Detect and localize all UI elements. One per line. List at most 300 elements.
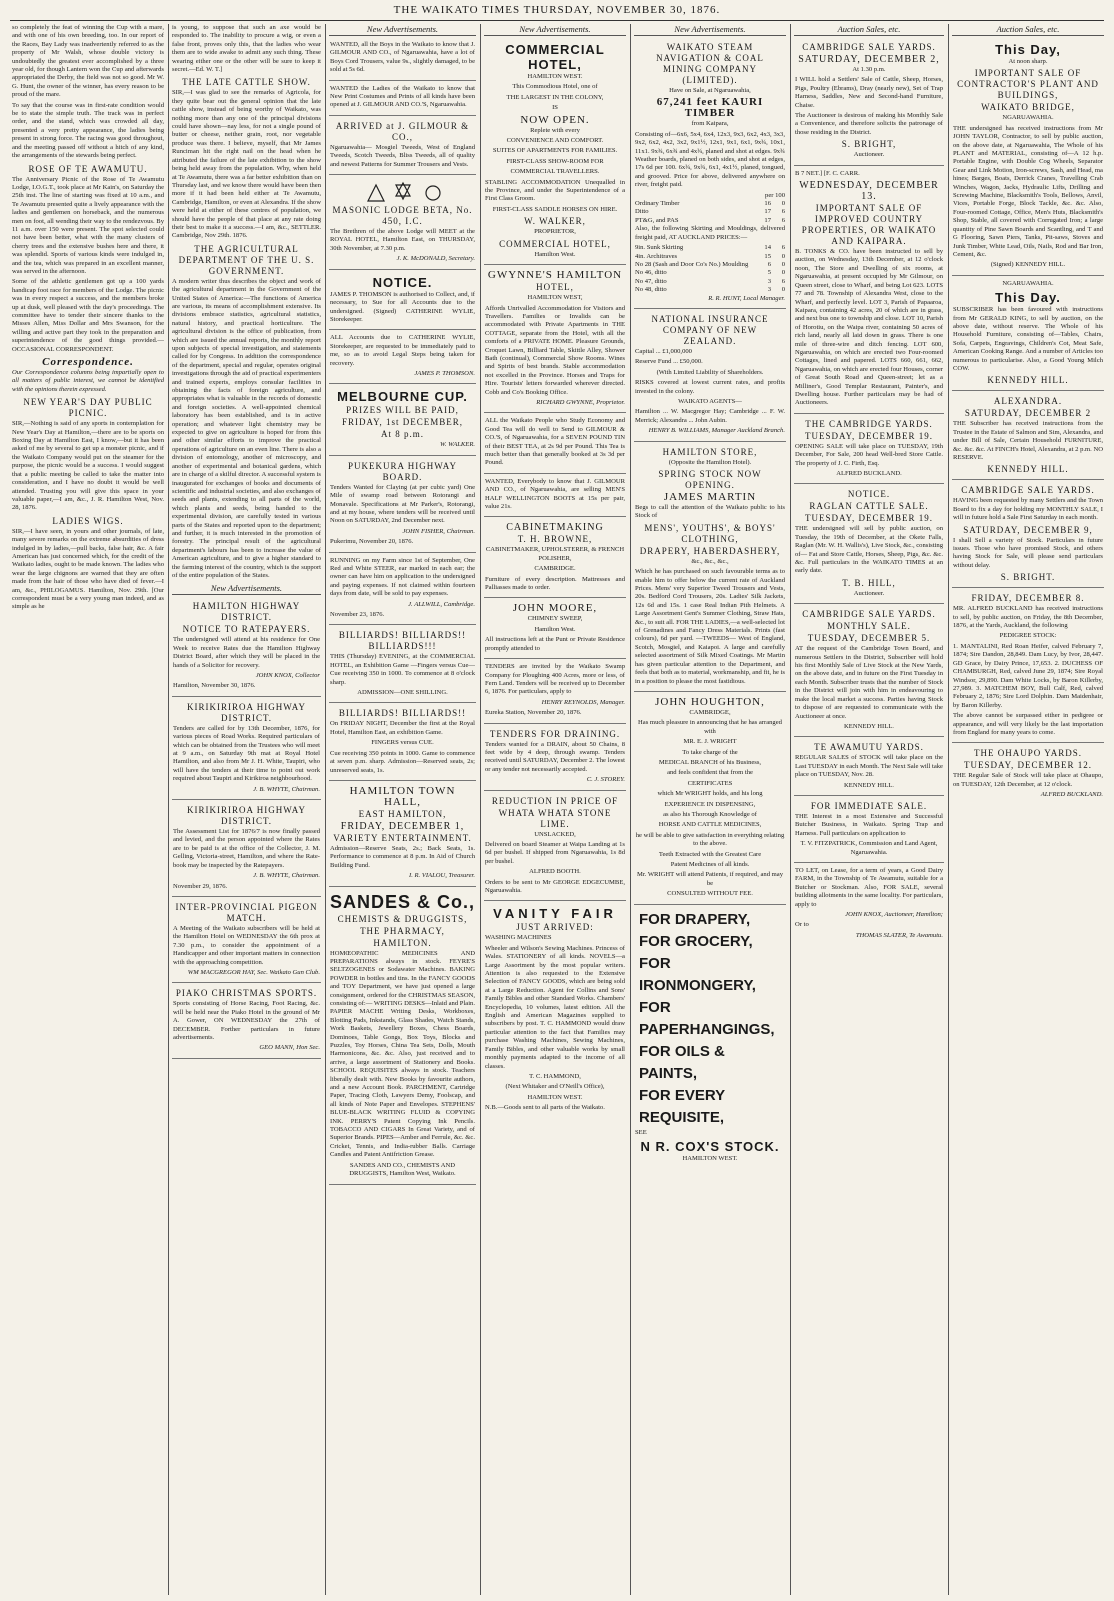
ad-text: MR. E. J. WRIGHT [683, 738, 737, 746]
price-pence: 6 [781, 208, 785, 216]
advertisement [484, 726, 626, 791]
ad-text: MEDICAL BRANCH of his Business, [658, 758, 762, 766]
ad-signature: RICHARD GWYNNE, Proprietor. [536, 398, 625, 406]
slab-line: FOR GROCERY, [639, 932, 753, 950]
ad-text: which Mr WRIGHT holds, and his long [657, 790, 763, 798]
price-shillings: 3 [767, 286, 771, 294]
ad-signature: HENRY B. WILLIAMS, Manager Auckland Branch. [648, 427, 785, 435]
ad-text: SUITES OF APARTMENTS FOR FAMILIES. [492, 147, 618, 155]
article-text: so completely the feat of winning the Cup with a mare, and with one of his own breeding, too. In our report of the Races, Bay Lady was inadvertently referred to as the property of Mr Walsh, whose double victory is undoubtedly the greatest ever accomplished by a three year old, for though Lantern won the Cup and afterwards appropriated the Derby, the field was not so good. Mr W. G. Hunt, the owner of the winner, has every reason to be proud of the mare. [12, 24, 164, 99]
ad-text: Wheeler and Wilson's Sewing Machines. Princess of Wales. STATIONERY of all kinds. NOVELS—a Large Assortment by the most popular writers. Attention is also requested to the Extensive Selection of FANCY GOODS, which are being sold at a Large Reduction. Agent for Collins and Sons' Family Bibles and other Standard Works. Chambers' Encyclopedia, 10 volumes, latest edition. All the English and American Magazines supplied to subscribers by post. T. C. HAMMOND would draw particular attention to the fact that Families may purchase Washing Machines, Sewing Machines, Family Bibles, and other valuable works by small monthly payments adapted to the income of all classes. [485, 944, 625, 1070]
ad-text: CERTIFICATES [687, 779, 733, 787]
ad-heading: BILLIARDS! BILLIARDS!! [338, 708, 467, 719]
ad-text: THE Subscriber has received instructions from the Trustee in the Estate of Salmon and Sim, Alexandra, and under Bill of Sale, Certain Household FURNITURE, &c. &c. &c. At FINCH's Hotel, Alexandra, at 2 p.m. NO RESERVE. [953, 420, 1103, 461]
ad-subheading: MENS', YOUTHS', & BOYS' CLOTHING, [644, 522, 776, 544]
letter-heading: THE LATE CATTLE SHOW. [182, 77, 311, 88]
ad-text: The Auctioneer is desirous of making his Monthly Sale a Convenience, and therefore solicits the patronage of those residing in the District. [795, 112, 943, 136]
ad-text: Delivered on board Steamer at Waipa Landing at 1s 6d per bushel. If shipped from Ngaruawahia, 1s 8d per bushel. [485, 840, 625, 865]
ad-signature: KENNEDY HILL. [844, 722, 894, 730]
ad-text: REGULAR SALES of STOCK will take place on the Last TUESDAY in each Month. The Next Sale will take place on TUESDAY, Nov. 28. [795, 754, 943, 779]
ad-text: HOMŒOPATHIC MEDICINES AND PREPARATIONS always in stock. FEYRE'S SELTZOGENES or Sodawater Machines. BAKING POWDER in bottles and tins. In the FANCY GOODS and TOY Department, we have just opened a large consignment, ordered for the CHRISTMAS SEASON, consisting of:— WRITING DESKS—Inlaid and Plain. PAPIER MACHE Writing Desks, Workboxes, Blotting Pads, Inkstands, Glass Shades, Watch Stands, Work Baskets, Jewellery Boxes, Chess Boards, Dominoes, Table Gongs, Box Toys, Blocks and Puzzles, Toy Horses, China Tea Sets, Dolls, Mouth Harmonicons, &c. &c. Also, just received and to arrive, a large assortment of Stationery and Books. SCHOOL REQUISITES always in stock. Teachers liberally dealt with. New Books by favourite authors, and a new Account Book. PARCHMENT, Cartridge Paper, Tracing Cloth, Lawyers Demy, Foolscap, and all kinds of Note Paper and Envelopes. STEPHENS' BLUE-BLACK WRITING FLUID & COPYING INK. PERRY'S Patent Copying Ink Pencils. TOBACCO AND CIGARS In Great Variety, and of Superior Brands. PIPES—Amber and Ferrule, &c. &c. Cricket, Tennis, and India-rubber Balls. Carriage Candles and Patent Antifriction Grease. [330, 949, 475, 1159]
slab-line: FOR IRONMONGERY, [639, 954, 756, 994]
editorial-note: Our Correspondence columns being impartially open to all matters of public interest, we cannot be identified with the opinions therein expressed. [12, 369, 164, 393]
ad-heading: KIRIKIRIROA HIGHWAY DISTRICT. [187, 805, 306, 827]
section-heading-new-ads: New Advertisements. [172, 583, 321, 595]
advertisement [952, 745, 1104, 804]
price-shillings: 14 [764, 244, 771, 252]
advertisement [634, 907, 786, 1169]
ad-heading: WAIKATO STEAM NAVIGATION & COAL MINING COMPANY (LIMITED). [656, 42, 764, 85]
ad-text: MR. ALFRED BUCKLAND has received instructions to sell, by public auction, on Friday, the 8th December, 1876, at the Yards, Auckland, the following [953, 605, 1103, 630]
ad-heading: N R. COX'S STOCK. [640, 1139, 780, 1155]
ad-signature: S. BRIGHT, [841, 139, 897, 150]
advertisement [329, 39, 476, 81]
ad-text: The Brethren of the above Lodge will MEET at the ROYAL HOTEL, Hamilton East, on THURSDAY, 30th November, at 7.30 p.m. [330, 228, 475, 252]
price-item-name: No 28 (Sash and Door Co's No.) Moulding [635, 260, 749, 268]
ad-text: B. TONKS & CO. have been instructed to sell by auction, on Wednesday, 13th December, at 12 o'clock noon, The Store and Dwelling of six rooms, at Ngaruawahia, at present occupied by Mr Gilmour, on Queen street, close to Wharf, and being Lot 623. LOTS 77 and 78. Township of Alexandra West, close to the Wharf, and perfectly level. LOT 3, Parish of Papaaroa, Kaipara, containing 42 acres, 20 of which are in grass, and next bus one to township and close. LOT 10, Parish of Horotiu, on the Waipa river, containing 50 acres of rich land, nearly all laid down in grass. There is one mile of three-wire and ditch fencing. LOT 600, Ngaruawahia, on which are erected two Four-roomed Cottages, lined and papered. LOTS 660, 661, 662, Ngaruawahia, on which are erected four Houses, corner of Great South Road and Queen-street; let as a Milliner's, Good Templar Restaurant, Painter's, and Dwelling house. Further particulars may be had of Auctioneers. [795, 248, 943, 407]
ad-date: FRIDAY, 1st DECEMBER, [341, 417, 464, 428]
advertisement [634, 694, 786, 905]
advertisement [172, 899, 321, 983]
advertisement [794, 739, 944, 796]
ad-text: Consisting of—6x6, 5x4, 6x4, 12x3, 9x3, 6x2, 4x3, 3x3, 9x2, 6x2, 4x2, 3x2, 9x1½, 12x1, 9x1, 6x1, 9x¾, 10x1, 11x1. 9x¾, 6x¾ and 4x¾, planed and shot at edges. 9x¾ Weather boards, planed on both sides, and shot at edges, 17s 6d per 100. 6x¾, 9x¾, 6x1, 4x1½, planed, tongued, and grooved. Price for above, delivered anywhere on river, freight paid. [635, 130, 785, 189]
ad-subheading: T. H. BROWNE, [517, 534, 593, 545]
ad-subheading: IMPORTANT SALE OF CONTRACTOR'S PLANT AND BUILDINGS, [957, 68, 1099, 101]
ad-heading: JOHN MOORE, [512, 602, 598, 615]
ad-subheading: THE PHARMACY, [360, 925, 445, 936]
ad-date: Pukerimu, November 20, 1876. [330, 538, 414, 546]
ad-time: At 8 p.m. [380, 429, 424, 440]
ad-heading: REDUCTION IN PRICE OF [491, 795, 619, 806]
ad-signature: KENNEDY HILL. [987, 464, 1069, 475]
ad-text: ALL Accounts due to CATHERINE WYLIE, Storekeeper, are requested to be immediately paid to me, so as to avoid Legal Steps being taken for recovery. [330, 334, 475, 367]
ad-subheading: (Opposite the Hamilton Hotel). [668, 458, 752, 466]
price-pence: 6 [781, 244, 785, 252]
advertisement [329, 332, 476, 384]
ad-heading: FOR IMMEDIATE SALE. [810, 800, 928, 811]
ad-date: FRIDAY, DECEMBER 8. [971, 593, 1085, 604]
ad-date: FRIDAY, DECEMBER 1, [340, 820, 465, 832]
price-row [635, 269, 785, 277]
ad-heading: THE CAMBRIDGE YARDS. [805, 418, 933, 429]
ad-text: Admission—Reserve Seats, 2s.; Back Seats, 1s. Performance to commence at 8 p.m. In Aid of Church Building Fund. [330, 844, 475, 869]
ad-text: Affords Unrivalled Accommodation for Visitors and Travellers. Families or Invalids can be accommodated with Private Apartments in THE COTTAGE, separate from the Hotel, with all the comforts of a PRIVATE HOME. Pleasure Grounds, Croquet Lawn, Billiard Table, Skittle Alley, Shower Bath (continual), Commercial Show Rooms. Wines and Spirits of best brands. Stable accommodation not excelled in the Province. Horses and Traps for Hire. Tourists' letters forwarded wherever directed. Cobb and Co's Booking Office. [485, 304, 625, 396]
ad-text: All instructions left at the Punt or Private Residence promptly attended to [485, 636, 625, 652]
ad-signature: T. V. FITZPATRICK, Commission and Land Agent, Ngaruawahia. [800, 840, 938, 856]
ad-subheading: DRAPERY, HABERDASHERY, [639, 545, 781, 556]
ad-text: SUBSCRIBER has been favoured with instructions from Mr GERALD KING, to sell by auction, on the above date, without reserve. The Whole of his Household Furniture, consisting of—Tables, Chairs, Sofa, Carpets, Engravings, Children's Cot, Meat Safe, American Cooking Range. And a number of Articles too numerous to particularise. Also, a Good Young Milch COW. [953, 306, 1103, 372]
ad-date: WEDNESDAY, DECEMBER 13. [799, 180, 939, 203]
letter-heading: NEW YEAR'S DAY PUBLIC PICNIC. [23, 397, 153, 419]
ad-tag: B 7 NET.] [F. C. CARR. [795, 169, 860, 177]
advertisement [952, 482, 1104, 588]
ad-date: TUESDAY, DECEMBER 12. [963, 760, 1092, 771]
ad-text: Cue receiving 350 points in 1000. Game to commence at seven p.m. sharp. Admission—Reserved seats, 2s; unreserved seats, 1s. [330, 749, 475, 774]
ad-signature: HENRY REYNOLDS, Manager. [541, 698, 625, 706]
ad-subheading: FINGERS versus CUE. [371, 739, 434, 747]
advertisement [329, 458, 476, 553]
ad-text: Tenders wanted for a DRAIN, about 50 Chains, 8 feet wide by 4 deep, through swamp. Tenders received until SATURDAY, December 2. The lowest or any tender not necessarily accepted. [485, 740, 625, 773]
ad-text: HAVING been requested by many Settlers and the Town Board to fix a day for holding my MONTHLY SALE, I will in future hold a Sale First Saturday in each month. [953, 497, 1103, 522]
ad-subheading: VARIETY ENTERTAINMENT. [333, 832, 472, 843]
ad-date: Hamilton, November 30, 1876. [173, 682, 256, 690]
ad-text: N.B.—Goods sent to all parts of the Waikato. [485, 1104, 605, 1112]
ad-text: THIS (Thursday) EVENING, at the COMMERCIAL HOTEL, an Exhibition Game —Fingers versus Cue—Cue receiving 350 in 1000. To commence at 8 o'clock sharp. [330, 653, 475, 686]
advertisement [329, 627, 476, 703]
ad-text: from Kaipara, [691, 120, 729, 128]
ad-location: ALEXANDRA. [993, 396, 1063, 407]
ad-text: RUNNING on my Farm since 1st of September, One Red and White STEER, ear marked in each ear; the owner can have him on application to the undersigned and paying expenses. If not claimed within fourteen days from date, will be sold to pay expenses. [330, 556, 475, 598]
ad-heading: MASONIC LODGE BETA, No. 450, I.C. [332, 205, 473, 227]
ad-text: Begs to call the attention of the Waikato public to his Stock of [635, 504, 785, 520]
ad-text: 1. MANTALINI, Red Roan Heifer, calved February 7, 1874; Sire Dandon, 28,849. Dam Lucy, by Ivor, 28,447. GD Grace, by Dairy Prince, 17,653. 2. DUCHESS OF CHAMBURGH, Red, calved June 29, 1874; Sire Royal Windsor, 29,890. Dam White Locks, by Baron Killerby, 27,989. 3. MATCHEM BOY, Bull Calf, Red, calved February 2, 1876; Sire Lord Dolphin. Dam Maidenhair, by Baron Killerby. [953, 642, 1103, 709]
ad-location: HAMILTON. [373, 937, 432, 948]
ad-text: Replete with every [530, 126, 580, 134]
ad-text: TO LET, on Lease, for a term of years, a Good Dairy FARM, in the Township of Te Awamutu, suitable for a Butcher or Stockman. Also, FOR SALE, several building allotments in the same locality. For particulars, apply to [795, 866, 943, 908]
ad-signature: JOHN KNOX, Collector [255, 672, 320, 679]
ad-subheading: EAST HAMILTON, [358, 808, 447, 819]
ad-signature: S. BRIGHT. [1000, 572, 1056, 583]
ad-text: TENDERS are invited by the Waikato Swamp Company for Ploughing 400 Acres, more or less, of Fern Land. Tenders will be received up to December 6, 1876. For particulars, apply to [485, 663, 625, 696]
price-unit-label: per 100 [765, 191, 785, 199]
ad-heading: KIRIKIRIROA HIGHWAY DISTRICT. [187, 701, 306, 723]
slab-line: FOR EVERY REQUISITE, [639, 1086, 725, 1126]
ad-heading: HAMILTON TOWN HALL, [349, 784, 456, 808]
ad-text: WASHING MACHINES [485, 934, 552, 942]
price-row [635, 253, 785, 261]
ad-text: THE undersigned will sell by public auction, on Tuesday, the 19th of December, at the Okete Falls, Raglan (Mr. W. H. Wallis's), Live Stock, &c., consisting of— Fat and Store Cattle, Horses, Sheep, Pigs, &c. &c. &c. Full particulars in the WAIKATO TIMES at an early date. [795, 525, 943, 575]
section-heading: Auction Sales, etc. [794, 24, 944, 36]
column-3 [329, 24, 476, 1595]
ad-signature: ALFRED BUCKLAND. [836, 470, 902, 477]
advertisement [329, 177, 476, 270]
ad-text: The undersigned will attend at his residence for One Week to receive Rates due the Hamilton Highway District Board, after which they will be placed in the hands of a Solicitor for recovery. [173, 636, 320, 669]
ad-text: SEE [635, 1128, 647, 1136]
ad-text: Teeth Extracted with the Greatest Care [658, 850, 762, 858]
price-item-name: Ordinary Timber [635, 200, 680, 208]
ad-heading: CABINETMAKING [506, 522, 604, 534]
advertisement [952, 393, 1104, 480]
ad-text: &c., &c., &c., [691, 557, 729, 565]
ad-subheading: RAGLAN CATTLE SALE. [809, 501, 929, 512]
ad-text: This Commodious Hotel, one of [512, 83, 598, 91]
price-pence: 6 [781, 277, 785, 285]
price-table [635, 244, 785, 294]
price-item-name: 4in. Architraves [635, 252, 678, 260]
advertisement [952, 590, 1104, 743]
ad-signature: I. R. VIALOU, Treasurer. [409, 872, 475, 880]
article-text: Some of the athletic gentlemen got up a 100 yards handicap foot race for members of the Lodge. The picnic was in every respect a success, and the members broke up at dusk, well pleased with the day's proceedings. The committee have to tender their sincere thanks to the Misses Allen, Miss Dollar and Mrs Swanson, for the willing and active part they took in the preparation and superintendence of the good things provided.—OCCASIONAL CORRESPONDENT. [12, 278, 164, 353]
advertisement [484, 661, 626, 723]
price-item-name: No 46, ditto [635, 269, 667, 277]
ad-heading: PUKEKURA HIGHWAY BOARD. [348, 460, 457, 482]
ad-location: CAMBRIDGE, [689, 708, 731, 716]
price-item-name: PT&G, and PAS [635, 216, 679, 224]
advertisement [484, 476, 626, 518]
letter-text: SIR,—I have seen, in yours and other journals, of late, many severe remarks on the extreme absurdities of dress indulged in by ladies,—pull backs, false hair, &c. A fair American has just concerned which, for the credit of the Waikato ladies, ought to be made known. The ladies who wear the large chignons are warned that they are often made from the hair of those who have died of fever.—I am, &c., PHILOGAMUS. Hamilton, Nov. 29th. [Our correspondent must be a very young man indeed, and as simple as he [12, 527, 164, 611]
ad-text: On FRIDAY NIGHT, December the first at the Royal Hotel, Hamilton East, an exhibition Game. [330, 720, 475, 736]
ad-subheading: PRIZES WILL BE PAID, [346, 405, 459, 416]
masthead: THE WAIKATO TIMES THURSDAY, NOVEMBER 30, 1876. [393, 4, 721, 16]
ad-text: PROPRIETOR, [534, 228, 576, 236]
column-divider [630, 24, 631, 1595]
price-shillings: 17 [764, 208, 771, 216]
ad-subheading: HOTEL, [536, 282, 574, 293]
slab-line: FOR DRAPERY, [639, 910, 751, 928]
ad-text: OPENING SALE will take place on TUESDAY, 19th December, For Sale, 200 head Well-bred Store Cattle. The property of J. C. Firth, Esq. [795, 442, 943, 467]
price-item-name: No 48, ditto [635, 286, 667, 294]
ad-signature: JOHN FISHER, Chairman. [402, 527, 475, 535]
article-text: A modern writer thus describes the object and work of the agricultural department in the Government of the United States of America:—The functions of America are various, its means of accomplishment extensive. Its divisions embrace statistics, agricultural statistics, natural history, and practical horticulture. The agricultural division is the office of publication, from which are issued the annual reports, the monthly report upon subjects of special investigation, and statements called for by Congress. In addition the correspondence of the department, special and regular, operates original investigations through the aid of practical experimenters and trained experts, employs consular facilities in obtaining the facts of foreign agriculture, and appropriates what is valuable in the records of domestic and foreign societies. A well-appointed chemical laboratory has been established, and is in active operation; and whatever light chemistry may be expected to give on agriculture is hoped for from this and other similar efforts to improve the practical operations of agriculture on an even line. There is also a division of entomology, another of microscopy, and another of experimental and botanical gardens, which are in charge of a skilful director. A successful system is inaugurated for exchanges of books and documents of scientific and industrial societies, and also exchanges of seeds and plants, extending to all parts of the world, which plants and seeds, being handed to the experimental division, are carefully tested in various parts of the States and reported upon to the department; and further, it is much interested in the promotion of forestry. The principal result of the agricultural department's labours has been to increase the value of American agriculture, and to give a higher standard to the farming interest of the country, which is the support of the entire population of the States. [172, 277, 321, 579]
ad-text: Have on Sale, at Ngaruawahia, [669, 87, 751, 94]
price-pence: 0 [781, 286, 785, 294]
advertisement [484, 519, 626, 598]
ad-text: Reserve Fund ... £50,000. [635, 358, 703, 366]
article-text: To say that the course was in first-rate condition would be to state the simple truth. The track was in perfect order, and the stand, which was crowded all day, presented a very pretty appearance, the ladies being present in strong force. The racing was good throughout, and the meeting passed off without a hitch of any kind, the arrangements of the stewards being perfect. [12, 101, 164, 160]
ad-signature: J. B. WHYTE, Chairman. [253, 785, 320, 793]
ad-heading: THE OHAUPO YARDS. [974, 748, 1082, 759]
ad-text: The above cannot be surpassed either in pedigree or appearance, and will very likely be the last importation from England for many years to come. [953, 712, 1103, 736]
ad-subheading: 67,241 feet KAURI TIMBER [656, 96, 764, 120]
ad-signature: R. R. HUNT, Local Manager. [708, 294, 785, 302]
price-item-name: Ditto [635, 208, 649, 216]
ad-signature: W. WALKER. [439, 441, 475, 449]
advertisement [484, 600, 626, 659]
ad-text: Patent Medicines of all kinds. [670, 861, 750, 868]
column-divider [948, 24, 949, 1595]
advertisement [329, 889, 476, 1185]
ad-text: A Meeting of the Waikato subscribers will be held at the Hamilton Hotel on WEDNESDAY the 6th prox at 7.30 p.m., to consider the appointment of a Handicapper and other important matters in connection with the approaching competition. [173, 924, 320, 966]
ad-text: Ngaruawahia— Mosgiel Tweeds, West of England Tweeds, Scotch Tweeds, Bliss Tweeds, all of quality and newest Patterns for Summer Trousers and Vests. [330, 143, 475, 168]
price-shillings: 6 [767, 260, 771, 268]
advertisement [794, 606, 944, 737]
ad-location: CAMBRIDGE. [534, 565, 576, 573]
column-5 [634, 24, 786, 1595]
ad-date: TUESDAY, DECEMBER 19. [804, 513, 933, 524]
ad-text: COMMERCIAL TRAVELLERS. [510, 168, 600, 176]
ad-text: Hamilton ... W. Macgregor Hay; Cambridge ... F. W. Merrick; Alexandra ... John Aubin. [635, 408, 785, 424]
ad-text: RISKS covered at lowest current rates, and profits invested in the colony. [635, 379, 785, 395]
ad-text: Or to [795, 921, 809, 929]
ad-signature: W. WALKER, [524, 216, 586, 227]
ad-location: NGARUAWAHIA. [1002, 114, 1054, 122]
ad-text: Tenders are called for by 13th December, 1876, for various pieces of Road Works. Required particulars of which can be obtained from the Trustees who will meet at 9 a.m., on Saturday 9th mat at Royal Hotel Hamilton, and also from Mr J. H. White, Taupiri, who will have the tenders at their time to point out work required about Taupiri and Kirikiroa neighbourhood. [173, 724, 320, 783]
ad-text: STABLING ACCOMMODATION Unequalled in the Province, and under the Superintendence of a First Class Groom. [485, 178, 625, 203]
price-pence: 6 [781, 216, 785, 224]
ad-text: Furniture of every description. Mattresses and Palliasses made to order. [485, 575, 625, 592]
ad-text: as also his Thorough Knowledge of [663, 810, 757, 818]
ad-signature: THOMAS SLATER, Te Awamutu. [855, 931, 943, 939]
ad-text: Which he has purchased on such favourable terms as to enable him to offer below the current rate of Auckland Prices. Mens' very Superior Tweed Trousers and Vests, 20s. Bedford Cord Trousers, 20s. Ladies' Silk Jackets, 12s 6d and 15s. 1 case Real Indian Pith Helmets. A Large Assortment Gent's Summer Clothing, Straw Hats, &c., to suit all. FOR THE LADIES,—a well-selected lot of Grenadines and Fancy Dress Materials. Prints (fast colours), 6d per yard. —TWEEDS— West of England, Scotch, Mosgiel, and Kaiapoi. A large and carefully selected assortment of Silk Mixed Coatings. Mr Martin has given particular attention to the Department, and feels that both as to material, workmanship, and fit, he is in a position to please the most fastidious. [635, 568, 785, 685]
ad-signature: WM MACGREGOR HAY, Sec. Waikato Gun Club. [187, 968, 320, 976]
price-row [635, 286, 785, 294]
ad-date: Eureka Station, November 20, 1876. [485, 709, 582, 717]
ad-text: CONVENIENCE AND COMFORT. [506, 137, 604, 145]
ad-admission: ADMISSION—ONE SHILLING. [357, 689, 448, 697]
section-heading-correspondence: Correspondence. [42, 356, 134, 369]
ad-text: IS [552, 104, 558, 112]
ad-text: Also, the following Skirting and Mouldings, delivered freight paid, AT AUCKLAND PRICES:— [635, 225, 785, 241]
ad-location: HAMILTON WEST. [682, 1155, 738, 1163]
article-text: is young, to suppose that such an axe would be responded to. The inability to procure a wig, or even a false front, proves only this, that the ladies who wear them are to wide awake to admit any such thing. These wearing either one or the other will be sure to keep it secret.—Ed. W. T.] [172, 24, 321, 74]
advertisement [172, 985, 321, 1058]
column-4 [484, 24, 626, 1595]
ad-heading: COMMERCIAL HOTEL, [505, 42, 605, 72]
ad-heading: CAMBRIDGE SALE YARDS. [802, 42, 936, 52]
ad-text: To take charge of the [682, 748, 738, 756]
column-7 [952, 24, 1104, 1595]
advertisement [634, 311, 786, 442]
ad-heading: NOTICE. [372, 274, 433, 290]
advertisement [484, 267, 626, 413]
ad-signature: KENNEDY HILL. [844, 781, 894, 789]
ad-text: FIRST-CLASS SHOW-ROOM FOR [506, 157, 604, 165]
ad-role: Auctioneer. [853, 151, 885, 159]
price-row [635, 244, 785, 252]
ad-heading: BILLIARDS! BILLIARDS!! BILLIARDS!!! [338, 630, 467, 652]
advertisement [172, 699, 321, 800]
ad-subheading: COMMERCIAL HOTEL, [499, 238, 611, 249]
letter-text: SIR,—Nothing is said of any sports in contemplation for New Year's Day at Hamilton,—there are to be sports on Boxing Day at Hamilton East, I know,—but it has been asked of me by several to get up a monster picnic, and if the Waikato Company would put on the steamer for the purpose, the picnic would be a success. I would suggest that a public meeting be called to take the matter into consideration, and I have no doubt it would be well attended. Trusting you will give this space in your valuable paper,—I am, &c., J. R. Hamilton West, Nov. 28, 1876. [12, 420, 164, 512]
ad-signature: KENNEDY HILL. [987, 375, 1069, 386]
ad-signature: GEO MANN, Hon Sec. [259, 1044, 320, 1052]
price-item-name: No 47, ditto [635, 277, 667, 285]
ad-footer: SANDES AND CO., CHEMISTS AND DRUGGISTS, Hamilton West, Waikato. [349, 1161, 456, 1178]
price-pence: 0 [781, 269, 785, 277]
section-heading: New Advertisements. [484, 24, 626, 36]
ad-heading: NOTICE. [847, 489, 891, 500]
ad-date: SATURDAY, DECEMBER 2 [964, 408, 1092, 419]
ad-address: (Next Whitaker and O'Neill's Office), [505, 1083, 605, 1091]
advertisement [634, 444, 786, 692]
ad-date: TUESDAY, DECEMBER 5. [807, 633, 931, 644]
ad-heading: CAMBRIDGE SALE YARDS. [802, 609, 936, 620]
ad-text: Has much pleasure in announcing that he has arranged with [638, 719, 782, 735]
column-divider [790, 24, 791, 1595]
ad-subheading: CABINETMAKER, UPHOLSTERER, & FRENCH POLISHER, [485, 546, 625, 562]
ad-signature: JOHN KNOX, Auctioneer, Hamilton; [845, 911, 943, 918]
price-row [635, 278, 785, 286]
ad-date: SATURDAY, DECEMBER 9, [963, 524, 1093, 535]
advertisement [634, 39, 786, 309]
ad-date: November 23, 1876. [330, 611, 385, 619]
price-shillings: 16 [764, 200, 771, 208]
price-pence: 0 [781, 252, 785, 260]
ad-text: he will be able to give satisfaction in everything relating to the above. [635, 831, 785, 848]
price-row [635, 208, 785, 216]
ad-subheading: CHIMNEY SWEEP, [527, 615, 583, 623]
price-shillings: 15 [764, 252, 771, 260]
ad-text: Sports consisting of Horse Racing, Foot Racing, &c. will be held near the Piako Hotel in the ground of Mr A. Gower, ON WEDNESDAY the 27th of DECEMBER. Forther particulars in future advertisements. [173, 1000, 320, 1041]
ad-signature: (Signed) KENNEDY HILL. [990, 261, 1066, 269]
ad-text: THE LARGEST IN THE COLONY, [506, 93, 604, 101]
ad-location: Hamilton West. [534, 625, 576, 633]
column-divider [325, 24, 326, 1595]
price-shillings: 5 [767, 269, 771, 277]
price-row [635, 217, 785, 225]
ad-text: Orders to be sent to Mr GEORGE EDGECUMBE, Ngaruawahia. [485, 878, 625, 894]
advertisement [952, 278, 1104, 392]
price-table [635, 200, 785, 225]
ad-text: THE Regular Sale of Stock will take place at Ohaupo, on TUESDAY, 12th December, at 12 o'clock. [953, 772, 1103, 788]
advertisement [952, 39, 1104, 276]
ad-signature: J. K. McDONALD, Secretary. [396, 255, 475, 263]
section-heading: New Advertisements. [634, 24, 786, 36]
ad-text: FIRST-CLASS SADDLE HORSES ON HIRE. [492, 205, 618, 213]
ad-role: Auctioneer. [853, 589, 885, 597]
ad-heading: This Day, [995, 42, 1061, 57]
ad-text: HORSE AND CATTLE MEDICINES, [658, 821, 762, 829]
ad-text: Tenders Wanted for Claying (at per cubic yard) One Mile of swamp road between Rotorangi and Monavale. Specifications at Mr Parker's, Rotorangi, and at my house, where tenders will be received until Noon on SATURDAY, 2nd December next. [330, 483, 475, 525]
advertisement [794, 416, 944, 485]
ad-signature: ALFRED BOOTH. [529, 868, 581, 876]
ad-heading: GWYNNE'S HAMILTON [487, 269, 623, 282]
ad-signature: T. C. HAMMOND, [529, 1072, 581, 1080]
advertisement [794, 168, 944, 414]
slab-line: FOR PAPERHANGINGS, [639, 998, 775, 1038]
ad-subheading: WAIKATO BRIDGE, [981, 102, 1075, 113]
masonic-emblem-icon [358, 181, 448, 203]
ad-date: SATURDAY, DECEMBER 2, [798, 54, 940, 65]
column-2 [172, 24, 321, 1595]
ad-time: At noon sharp. [1008, 58, 1048, 65]
ad-text: UNSLACKED, [534, 830, 576, 838]
ad-text: THE undersigned has received instructions from Mr JOHN TAYLOR, Contractor, to sell by public auction, on the above date, at Ngaruawahia, The Whole of his PLANT and MATERIAL, consisting of—A 12 h.p. Portable Engine, with Double Cog Wheels, Separator Gear and Link Motion, Iron-screws, Sash, and Head, ma hines; Barges, Boats, Derrick Cranes, Travelling Crab Winches, Wagon, Jacks, Hydraulic Lifts, Drilling and Screwing Machine, Blacksmith's Tools, Bellows, Anvil, Vices, Portable Forge, Block Tackle, &c. &c. Also, Four-roomed Cottage, Office, Men's Huts, Blacksmith's Shop, Stable, all covered with Corrugated Iron; a large quantity of Pine Sawn Boards and Scantling, and T and G Flooring, Sawn Piers, Tanks, Pit-saws, Stoves and Junk Timber, White Lead, Oils, Nails, Rod and Bar Iron, Cement, &c. [953, 124, 1103, 258]
price-row [635, 261, 785, 269]
ad-subheading: WAIKATO AGENTS— [678, 397, 742, 405]
advertisement [484, 39, 626, 265]
section-heading: Auction Sales, etc. [952, 24, 1104, 36]
ad-subheading: NOTICE TO RATEPAYERS. [182, 624, 311, 635]
price-row [635, 200, 785, 208]
slab-line: FOR OILS & PAINTS, [639, 1042, 725, 1082]
ad-text: ALL the Waikato People who Study Economy and Good Tea will do well to Send to GILMOUR & CO.'S, of Ngaruawahia, for a SEVEN POUND TIN of their BEST TEA, at 2s 9d per Pound. This Tea is much better than that generally booked at 3s 3d per Pound. [485, 417, 625, 467]
ad-text: JAMES P. THOMSON is authorised to Collect, and, if necessary, to Sue for all Accounts due to the undersigned. (Signed) CATHERINE WYLIE, Storekeeper. [330, 290, 475, 323]
ad-heading: MELBOURNE CUP. [337, 389, 468, 405]
ad-subheading: MONTHLY SALE. [827, 621, 911, 632]
ad-subheading: PEDIGREE STOCK: [999, 632, 1057, 640]
article-heading: ROSE OF TE AWAMUTU. [28, 163, 148, 174]
article-text: The Anniversary Picnic of the Rose of Te Awamutu Lodge, I.O.G.T., took place at Mr Kain's, on Saturday the 25th inst. The line of starting was fixed at 10 a.m., and Te Awamutu presented quite a lively appearance with the ladies and gentlemen on horseback, and the numerous men on foot, all wending their way to the rendezvous. By 11 a.m. over 150 were present. The spot selected could not have been better, what with the many clusters of cherry trees and the extensive bushes here and there, it was splendid. Sports of various kinds were indulged in, and the tea, which was prepared in an excellent manner, was served in the afternoon. [12, 175, 164, 275]
advertisement [484, 793, 626, 902]
ad-heading: JOHN HOUGHTON, [655, 695, 765, 708]
column-6 [794, 24, 944, 1595]
advertisement [329, 783, 476, 887]
ad-heading: TENDERS FOR DRAINING. [489, 728, 621, 739]
ad-signature: J. B. WHYTE, Chairman. [253, 872, 320, 880]
advertisement [794, 865, 944, 945]
advertisement [329, 705, 476, 780]
column-divider [168, 24, 169, 1595]
ad-text: EXPERIENCE IN DISPENSING, [664, 800, 756, 808]
ad-text: WANTED, Everybody to know that J. GILMOUR AND CO., of Ngaruawahia, are selling MEN'S HALF WELLINGTON BOOTS at 15s per pair, value 21s. [485, 477, 625, 511]
ad-heading: HAMILTON STORE, [662, 446, 758, 457]
ad-heading: ARRIVED at J. GILMOUR & CO., [335, 120, 470, 142]
ad-heading: SANDES & Co., [330, 891, 476, 912]
ad-heading: CAMBRIDGE SALE YARDS. [961, 485, 1095, 496]
column-1 [12, 24, 164, 1595]
ad-date: TUESDAY, DECEMBER 19. [804, 430, 933, 441]
ad-location: HAMILTON WEST, [527, 294, 583, 302]
ad-text: I shall Sell a variety of Stock. Particulars in future issues. Those who have promised Stock, and others having Stock for Sale, will please send particulars without delay. [953, 536, 1103, 569]
ad-text: (With Limited Liability of Shareholders. [656, 368, 764, 376]
ad-heading: INTER-PROVINCIAL PIGEON MATCH. [175, 901, 318, 923]
ad-date: November 29, 1876. [173, 882, 228, 890]
price-pence: 0 [781, 200, 785, 208]
advertisement [794, 798, 944, 863]
advertisement [329, 272, 476, 331]
ad-signature: J. ALLWILL, Cambridge. [408, 600, 475, 608]
